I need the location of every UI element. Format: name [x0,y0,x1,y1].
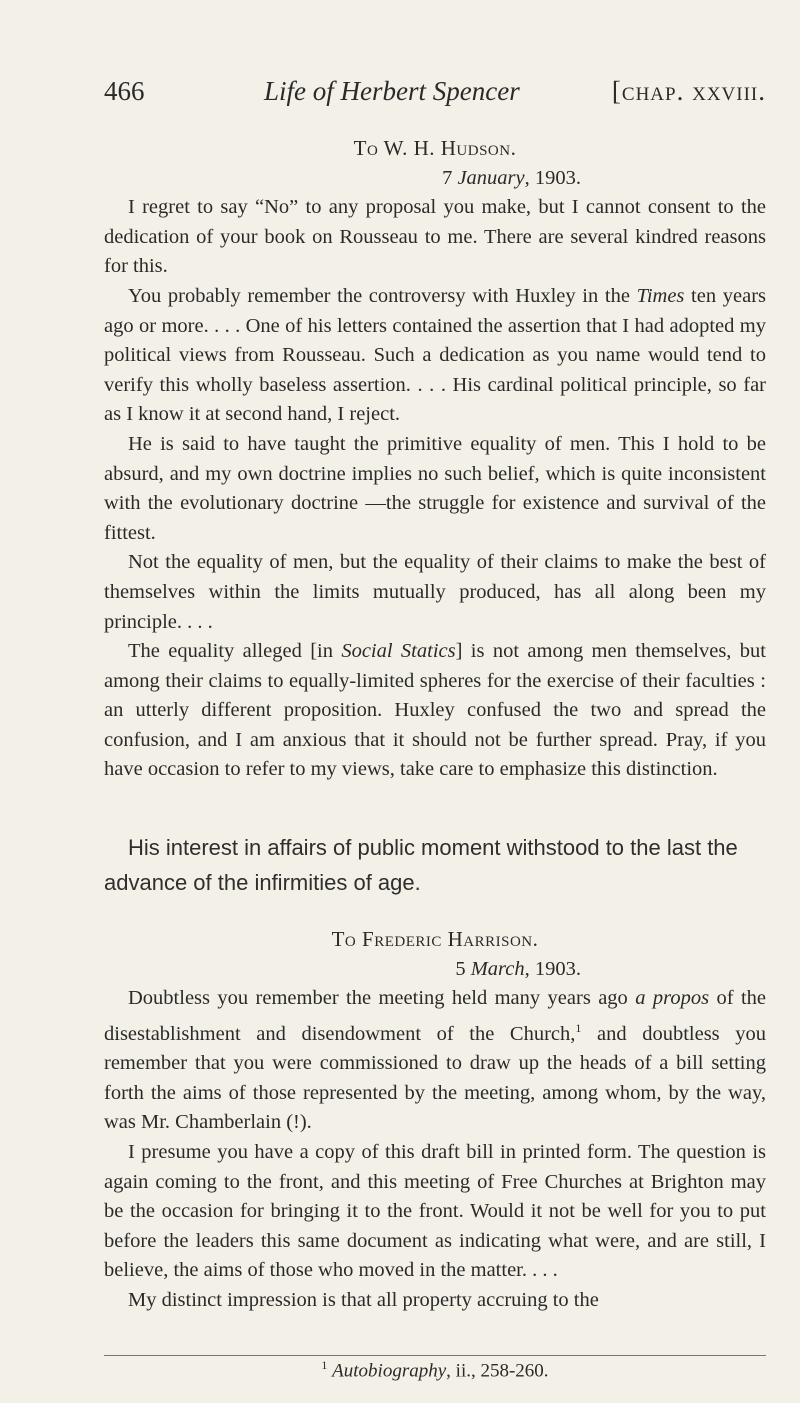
footnote-rule [104,1355,766,1356]
letter-addressee: To Frederic Harrison. [331,927,539,951]
letter-date: 5 March, 1903. [455,957,581,980]
footnote-reference: 1 [575,1020,582,1035]
narrative-paragraph: His interest in affairs of public moment withstood to the last the advance of the infirmities of age. [104,835,738,895]
chapter-label: [chap. xxviii. [611,76,766,106]
letter-date: 7 January, 1903. [442,166,581,189]
letter-paragraph: You probably remember the controversy with Huxley in the Times ten years ago or more. . . . One of his letters contained the assertion that I had adopted my political views from Rousseau. Such a dedication as you name would tend to verify this wholly baseless assertion. . . . His cardinal political principle, so far as I know it at second hand, I reject. [104,284,766,426]
letter-paragraph: The equality alleged [in Social Statics] is not among men themselves, but among their claims to equally-limited spheres for the exercise of their faculties : an utterly different proposition. Huxley confused the two and spread the confusion, and I am anxious that it should not be further spread. Pray, if you have occasion to refer to my views, take care to emphasize this distinction. [104,640,766,781]
letter-addressee: To W. H. Hudson. [353,136,517,160]
letter-paragraph: He is said to have taught the primitive equality of men. This I hold to be absurd, and my own doctrine implies no such belief, which is quite inconsistent with the evolutionary doctrine —the struggle for existence and survival of the fittest. [104,432,766,544]
letter-paragraph: Doubtless you remember the meeting held many years ago a propos of the disestablishment and disendowment of the Church,$^1$ and doubtless you remember that you were commissioned to draw up the heads of a bill setting forth the aims of those represented by the meeting, among whom, by the way, was Mr. Chamberlain (!). [104,987,766,1134]
letter-paragraph: My distinct impression is that all property accruing to the [128,1288,599,1311]
letter-to-harrison [104,925,766,1316]
page-number: 466 [104,76,145,106]
running-head [104,76,766,116]
letter-paragraph: I regret to say “No” to any proposal you make, but I cannot consent to the dedication of your book on Rousseau to me. There are several kindred reasons for this. [104,196,766,278]
footnote: $^1$ Autobiography, ii., 258-260. [321,1358,549,1382]
letter-to-hudson [104,134,766,785]
letter-paragraph: Not the equality of men, but the equality of their claims to make the best of themselves within the limits mutually produced, has all along been my principle. . . . [104,551,766,633]
letter-paragraph: I presume you have a copy of this draft bill in printed form. The question is again coming to the front, and this meeting of Free Churches at Brighton may be the occasion for bringing it to the front. Would it not be well for you to put before the leaders this same document as indicating what were, and are still, I believe, the aims of those who moved in the matter. . . . [104,1140,766,1282]
book-title: Life of Herbert Spencer [264,76,520,106]
